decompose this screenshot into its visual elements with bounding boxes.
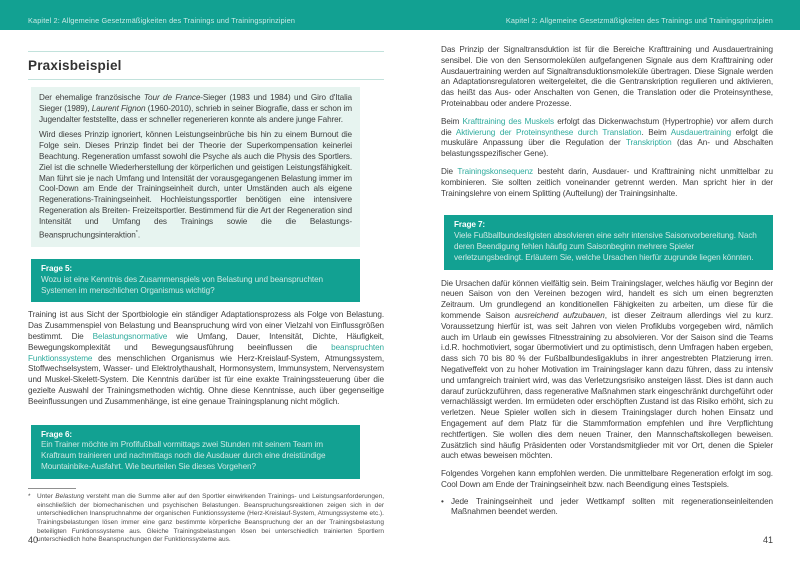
- right-page: [441, 30, 774, 545]
- chapter-header-right: Kapitel 2: Allgemeine Gesetzmäßigkeiten des Trainings und Trainingsprinzipien: [505, 16, 773, 25]
- page-number-left: 40: [28, 535, 39, 545]
- footnote-marker: *: [28, 492, 31, 500]
- footnote: [28, 493, 384, 545]
- section-rule-top: [28, 51, 384, 52]
- chapter-header-left: Kapitel 2: Allgemeine Gesetzmäßigkeiten des Trainings und Trainingsprinzipien: [28, 16, 296, 25]
- example-paragraph-2: Wird dieses Prinzip ignoriert, können Leistungseinbrüche bis hin zu einem Burnout die Folge sein. Dieses Prinzip findet bei der Theorie der Superkompensation keinerlei Beachtung. Regeneration umfasst sowohl die Psyche als auch die Physis des Sportlers. Ziel ist die schnelle Wiederherstellung der körperlichen und geistigen Leistungsfähigkeit. Man führt sie je nach Umfang und Intensität der vorausgegangenen Belastung immer im Cool-Down am Ende der Trainingseinheit durch, unter Umständen auch als eigene Regenerations-Trainingseinheit. Hochleistungssportler benötigen eine intensivere Regeneration als Breiten- Freizeitsportler. Bestimmend für die Art der Regeneration sind Intensität und Umfang des Trainings sowie die die Belastungs-Beanspruchungsinteraktion*.: [39, 130, 352, 240]
- footnote-divider: [28, 488, 76, 489]
- question-box-6: [31, 425, 360, 479]
- question-5-title: Frage 5:: [41, 264, 73, 274]
- right-paragraph-2: Beim Krafttraining des Muskels erfolgt das Dickenwachstum (Hypertrophie) vor allem durch die Aktivierung der Proteinsynthese durch Translation. Beim Ausdauertraining erfolgt die muskuläre Anpassung über die Regulation der Transkription (das An- und Abschalten belastungsspezifischer Gene).: [441, 116, 774, 159]
- right-paragraph-3: Die Trainingskonsequenz besteht darin, Ausdauer- und Krafttraining nicht unmittelbar zu kombinieren. Sie sollten zeitlich voneinander getrennt werden. Man spricht hier in der Trainingslehre von einem Splitting (Aufteilung) der Trainingsinhalte.: [441, 166, 773, 198]
- section-rule-bottom: [28, 79, 384, 80]
- practice-example-box: [31, 87, 360, 247]
- page-number-right: 41: [762, 535, 773, 545]
- question-6-text: Ein Trainer möchte im Profifußball vormittags zwei Stunden mit seinem Team im Kraftraum trainieren und nachmittags noch die Ausdauer durch eine dreistündige Mountainbike-Ausfahrt. Wie beurteilen Sie dieses Vorgehen?: [41, 440, 326, 472]
- question-5-text: Wozu ist eine Kenntnis des Zusammenspiels von Belastung und beanspruchten Systemen im menschlichen Organismus wichtig?: [41, 274, 324, 295]
- chapter-header-band: [0, 0, 800, 30]
- left-page: [28, 30, 384, 545]
- question-7-title: Frage 7:: [454, 220, 486, 230]
- right-paragraph-1: Das Prinzip der Signaltransduktion ist für die Bereiche Krafttraining und Ausdauertraining sensibel. Die von den Sensormolekülen aufgefangenen Signale aus dem Krafttraining oder Ausdauertraining werden auf Signaltransduktionsmoleküle übertragen. Diese Signale werden an Adaptationsregulatoren weitergeleitet, die die Gentranskription regulieren und aktivieren, das heißt das Aus- oder Anschalten von Genen, die Translation oder die Proteinsynthese, Proteinabbau oder andere Prozesse.: [441, 45, 773, 108]
- question-7-text: Viele Fußballbundesligisten absolvieren eine sehr intensive Saisonvorbereitung. Nach deren Beendigung fehlen häufig zum Saisonbeginn mehrere Spieler verletzungsbedingt. Erläutern Sie, welche Ursachen hierfür zugrunde liegen könnten.: [454, 231, 757, 262]
- bullet-text: Jede Trainingseinheit und jeder Wettkampf sollten mit regenerationseinleitenden Maßnahmen beendet werden.: [451, 496, 773, 517]
- question-box-5: [31, 259, 360, 302]
- question-box-7: [444, 215, 773, 269]
- bullet-list-item: [441, 497, 773, 519]
- bullet-icon: •: [441, 496, 444, 506]
- footnote-text: Unter Belastung versteht man die Summe aller auf den Sportler einwirkenden Trainings- und Leistungsanforderungen, einschließlich der biomechanischen und psychischen Belastungen. Beanspruchungsreaktionen zeigen sich in der unterschiedlichen Inanspruchnahme der organischen Funktionssysteme (Herz-Kreislauf-System, Atmungssysteme etc.). Trainingsbelastungen lösen immer eine ganz bestimmte körperliche Beanspruchung der an der Trainingsbelastung beteiligten Funktionssysteme aus. Gleiche Trainingsbelastungen lösen bei unterschiedlich trainierten Sportlern unterschiedlich hohe Beanspruchungen der Funktionssysteme aus.: [37, 492, 384, 544]
- example-paragraph-1: Der ehemalige französische Tour de France-Sieger (1983 und 1984) und Giro d'Italia Sieger (1989), Laurent Fignon (1960-2010), schrieb in seiner Biografie, dass er schon im Jugendalter feststellte, dass er schneller regenerieren konnte als andere junge Fahrer.: [39, 93, 352, 124]
- right-paragraph-4: Die Ursachen dafür können vielfältig sein. Beim Trainingslager, welches häufig vor Beginn der neuen Saison von den Vereinen bezogen wird, handelt es sich um einen begrenzten Zeitraum. Um grundlegend an konditionellen Fähigkeiten zu arbeiten, um diese für die kommende Saison ausreichend aufzubauen, ist dieser Zeitraum allerdings viel zu kurz. Voraussetzung hierfür ist, was seit Jahren von vielen Profiklubs vorgegeben wird, nämlich auch im Urlaub ein gewisses Fitnesstraining zu absolvieren. Vor der Saison sind die Teams i.d.R. hochmotiviert, sogar übermotiviert und zu optimistisch, denn Umfragen haben ergeben, dass sich 70 bis 80 % der Fußballbundesligaklubs in ihrer angestrebten Platzierung irren. Negativeffekt von zu hoher Motivation im Trainingslager kann dazu führen, dass zu intensiv und umfangreich trainiert wird, was das Verletzungsrisiko ansteigen lässt. Dies ist dann auch darauf zurückzuführen, dass regenerative Maßnahmen stark eingeschränkt durchgeführt oder vernachlässigt werden. Im ermüdeten oder erschöpften Zustand ist das Risiko erhöht, sich zu verletzen. Neue Spieler wollen sich in diesem Trainingslager durch hohen Einsatz und Engagement auf dem Platz für die Stammformation empfehlen und ihre Verpflichtung rechtfertigen. Sie wollen dies dem neuen Trainer, den Mannschaftskollegen beweisen. Zusätzlich sind häufig Präsidenten oder Vorstandsmitglieder mit vor Ort, denen die Spieler auch etwas beweisen möchten.: [441, 278, 773, 461]
- section-title: Praxisbeispiel: [28, 58, 122, 73]
- left-body-paragraph: Training ist aus Sicht der Sportbiologie ein ständiger Adaptationsprozess als Folge von Belastung. Das Zusammenspiel von Belastung und Beanspruchung wird von einer Vielzahl von Einflussgrößen bestimmt. Die Belastungsnormative wie Umfang, Dauer, Intensität, Dichte, Häufigkeit, Bewegungskomplexität und Bewegungsausführung beeinflussen die beanspruchten Funktionssysteme des menschlichen Organismus wie Herz-Kreislauf-System, Atmungssystem, Stoffwechselsystem, Wasser- und Elektrolythaushalt, Hormonsystem, Immunsystem, Nervensystem und Muskel-Skelett-System. Die Kenntnis darüber ist für eine exakte Trainingssteuerung über die gezielte Auswahl der Trainingsmethoden wichtig. Ohne diese Kenntnisse, auch über gegenseitige Beeinflussungen und Zusammenhänge, ist eine genaue Trainingsplanung nicht möglich.: [28, 310, 384, 406]
- question-6-title: Frage 6:: [41, 429, 73, 439]
- right-paragraph-5: Folgendes Vorgehen kann empfohlen werden. Die unmittelbare Regeneration erfolgt im sog. Cool Down am Ende der Trainingseinheit bzw. nach Beendigung eines Testspiels.: [441, 469, 773, 489]
